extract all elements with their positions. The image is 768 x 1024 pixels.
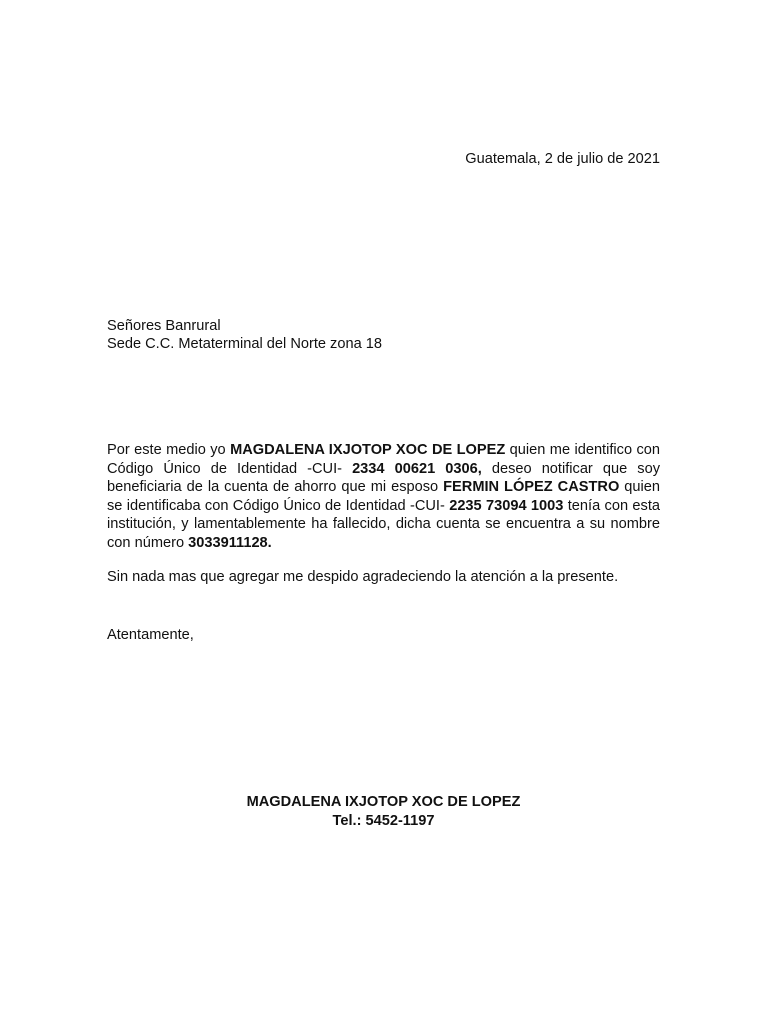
recipient-line-2: Sede C.C. Metaterminal del Norte zona 18: [107, 336, 382, 352]
signature-block: [107, 793, 660, 831]
recipient-block: [107, 317, 382, 353]
salutation: Atentamente,: [107, 627, 194, 643]
spouse-name: FERMIN LÓPEZ CASTRO: [443, 479, 620, 496]
sender-cui: 2334 00621 0306,: [352, 460, 482, 477]
recipient-line-1: Señores Banrural: [107, 318, 221, 334]
account-number: 3033911128.: [188, 534, 272, 551]
date-line: Guatemala, 2 de julio de 2021: [465, 151, 660, 167]
body-text-5: tenía con esta institución, y lamentablemente ha fallecido, dicha cuenta se encuentra a su nombre con número: [107, 497, 661, 551]
signature-name: MAGDALENA IXJOTOP XOC DE LOPEZ: [246, 794, 521, 810]
body-text-3: deseo notificar que soy beneficiaria de la cuenta de ahorro que mi esposo: [107, 460, 660, 496]
signature-phone: Tel.: 5452-1197: [332, 813, 435, 829]
body-text-4: quien se identificaba con Código Único de Identidad -CUI-: [107, 479, 660, 514]
letter-body-paragraph: [107, 441, 660, 553]
body-text-2: quien me identifico con Código Único de Identidad -CUI-: [107, 442, 660, 477]
body-text-1: Por este medio yo: [107, 442, 231, 458]
sender-name: MAGDALENA IXJOTOP XOC DE LOPEZ: [230, 442, 506, 458]
closing-paragraph: Sin nada mas que agregar me despido agradeciendo la atención a la presente.: [107, 569, 619, 585]
spouse-cui: 2235 73094 1003: [449, 497, 564, 514]
